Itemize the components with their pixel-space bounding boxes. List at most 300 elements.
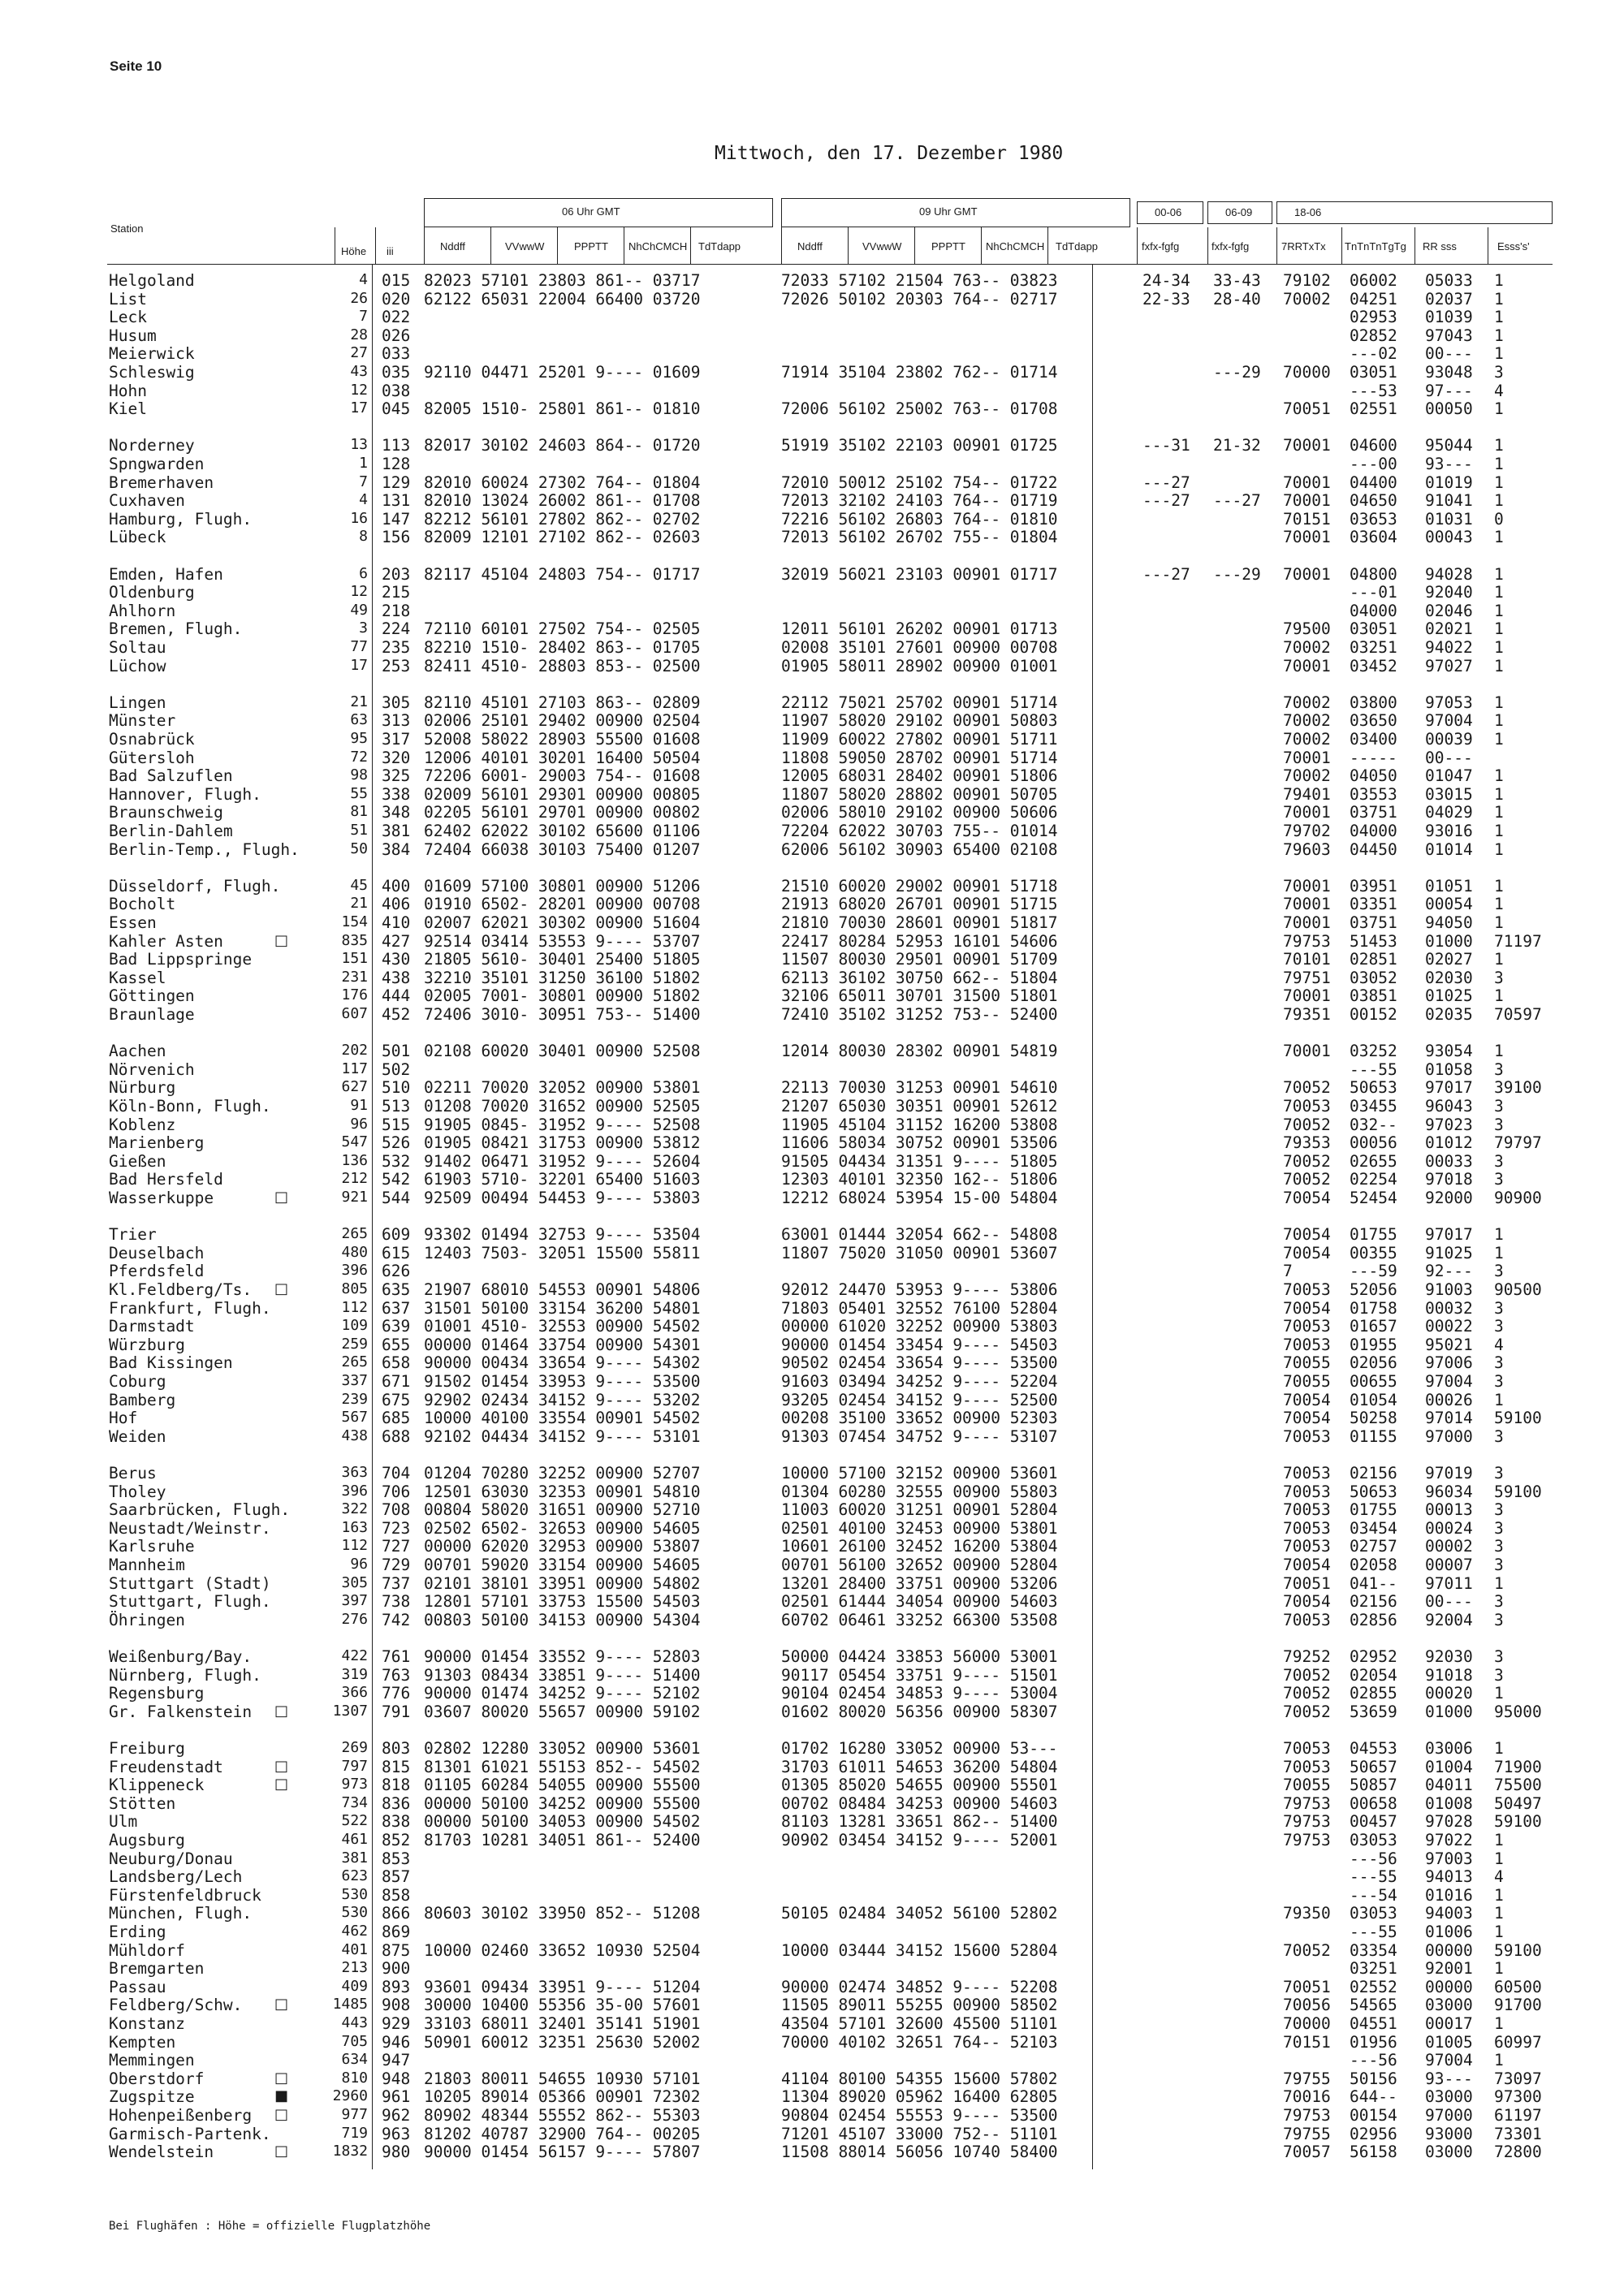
temp-18-06: 70053 [1283, 1537, 1331, 1556]
temp-18-06: 70054 [1283, 1409, 1331, 1428]
precip-group: 01014 [1425, 839, 1473, 859]
precip-group: 94050 [1425, 913, 1473, 932]
precip-group: 91018 [1425, 1665, 1473, 1685]
header-sep [1276, 227, 1277, 265]
station-id: 406 [382, 895, 411, 914]
station-id: 015 [382, 271, 411, 290]
station-name: Braunschweig [109, 803, 223, 822]
temp-18-06: 70052 [1283, 1702, 1331, 1721]
header-sub9-tdtd: TdTdapp [1056, 240, 1099, 252]
snow-group: 1 [1494, 1885, 1504, 1905]
precip-group: 94028 [1425, 564, 1473, 584]
temp-min-group: ---56 [1350, 1849, 1397, 1868]
precip-group: 00050 [1425, 399, 1473, 419]
station-height: 3 [359, 619, 368, 637]
snow-group: 1 [1494, 528, 1504, 547]
station-name: Kiel [109, 399, 147, 419]
obs-09-gmt: 91303 07454 34752 9---- 53107 [781, 1426, 1058, 1446]
mountain-marker: □ [274, 2143, 289, 2160]
station-height: 977 [341, 2106, 368, 2123]
station-height: 705 [341, 2032, 368, 2050]
temp-min-group: 03052 [1350, 968, 1397, 987]
temp-18-06: 70055 [1283, 1353, 1331, 1373]
temp-18-06: 79755 [1283, 2069, 1331, 2088]
obs-06-gmt: 02108 60020 30401 00900 52508 [424, 1042, 701, 1061]
obs-06-gmt: 10205 89014 05366 00901 72302 [424, 2087, 701, 2107]
temp-18-06: 70001 [1283, 895, 1331, 914]
obs-06-gmt: 72206 6001- 29003 754-- 01608 [424, 766, 701, 786]
station-height: 259 [341, 1335, 368, 1353]
obs-06-gmt: 12403 7503- 32051 15500 55811 [424, 1243, 701, 1262]
temp-18-06: 70051 [1283, 1573, 1331, 1593]
footnote: Bei Flughäfen : Höhe = offizielle Flugplatzhöhe [109, 2220, 431, 2233]
station-id: 857 [382, 1867, 411, 1887]
snow-group: 3 [1494, 1262, 1504, 1281]
station-height: 805 [341, 1280, 368, 1297]
station-height: 8 [359, 528, 368, 546]
obs-09-gmt: 62113 36102 30750 662-- 51804 [781, 968, 1058, 987]
station-name: Neustadt/Weinstr. [109, 1518, 271, 1538]
station-id: 858 [382, 1885, 411, 1905]
obs-09-gmt: 11807 75020 31050 00901 53607 [781, 1243, 1058, 1262]
snow-group: 72800 [1494, 2143, 1542, 2162]
obs-06-gmt: 30000 10400 55356 35-00 57601 [424, 1996, 701, 2015]
snow-group: 1 [1494, 822, 1504, 840]
station-height: 202 [341, 1042, 368, 1060]
wind-06-09: 21-32 [1213, 436, 1261, 455]
obs-06-gmt: 10000 02460 33652 10930 52504 [424, 1940, 701, 1960]
wind-06-09: 28-40 [1213, 289, 1261, 309]
precip-group: 03000 [1425, 1996, 1473, 2015]
precip-group: 00--- [1425, 748, 1473, 767]
snow-group: 1 [1494, 308, 1504, 327]
temp-min-group: 56158 [1350, 2143, 1397, 2162]
snow-group: 1 [1494, 491, 1504, 511]
station-height: 627 [341, 1078, 368, 1096]
station-name: Helgoland [109, 271, 195, 290]
precip-group: 01008 [1425, 1793, 1473, 1813]
temp-min-group: 01155 [1350, 1426, 1397, 1446]
temp-min-group: 03653 [1350, 509, 1397, 529]
snow-group: 4 [1494, 1867, 1504, 1887]
station-id: 685 [382, 1409, 411, 1428]
temp-min-group: 50653 [1350, 1078, 1397, 1098]
station-name: Göttingen [109, 986, 195, 1006]
station-height: 397 [341, 1592, 368, 1610]
temp-min-group: 50156 [1350, 2069, 1397, 2088]
temp-min-group: 03553 [1350, 784, 1397, 804]
temp-min-group: 644-- [1350, 2087, 1397, 2107]
temp-18-06: 70016 [1283, 2087, 1331, 2107]
temp-min-group: 02852 [1350, 326, 1397, 345]
temp-min-group: 02156 [1350, 1592, 1397, 1612]
obs-09-gmt: 11507 80030 29501 00901 51709 [781, 950, 1058, 969]
station-id: 706 [382, 1482, 411, 1501]
header-sep [424, 227, 425, 265]
obs-09-gmt: 12005 68031 28402 00901 51806 [781, 766, 1058, 786]
header-sep [981, 227, 982, 265]
snow-group: 1 [1494, 583, 1504, 602]
station-name: Bamberg [109, 1390, 176, 1409]
header-sep [375, 227, 376, 265]
temp-18-06: 70053 [1283, 1518, 1331, 1538]
station-name: Nürnberg, Flugh. [109, 1665, 261, 1685]
snow-group: 3 [1494, 1665, 1504, 1685]
obs-09-gmt: 11606 58034 30752 00901 53506 [781, 1133, 1058, 1153]
obs-06-gmt: 31501 50100 33154 36200 54801 [424, 1298, 701, 1318]
header-sub6-pppt: PPPTT [574, 240, 608, 252]
station-id: 526 [382, 1133, 411, 1153]
station-height: 401 [341, 1940, 368, 1958]
snow-group: 3 [1494, 1151, 1504, 1171]
temp-18-06: 70052 [1283, 1115, 1331, 1134]
temp-min-group: 01657 [1350, 1317, 1397, 1336]
temp-min-group: 02552 [1350, 1977, 1397, 1996]
header-sep [781, 227, 782, 265]
station-id: 875 [382, 1940, 411, 1960]
obs-06-gmt: 52008 58022 28903 55500 01608 [424, 730, 701, 749]
temp-min-group: 03751 [1350, 803, 1397, 822]
snow-group: 1 [1494, 876, 1504, 896]
header-sub9-nhch: NhChCMCH [986, 240, 1045, 252]
obs-09-gmt: 11907 58020 29102 00901 50803 [781, 711, 1058, 731]
snow-group: 3 [1494, 1097, 1504, 1116]
precip-group: 01005 [1425, 2032, 1473, 2052]
precip-group: 00--- [1425, 344, 1473, 364]
temp-18-06: 70051 [1283, 399, 1331, 419]
station-name: Weiden [109, 1426, 166, 1446]
obs-06-gmt: 02802 12280 33052 00900 53601 [424, 1739, 701, 1758]
temp-18-06: 70001 [1283, 656, 1331, 675]
snow-group: 1 [1494, 1831, 1504, 1849]
temp-min-group: 02156 [1350, 1464, 1397, 1482]
station-name: Bad Lippspringe [109, 950, 253, 969]
precip-group: 01039 [1425, 308, 1473, 327]
precip-group: 01016 [1425, 1885, 1473, 1905]
precip-group: 01047 [1425, 766, 1473, 786]
obs-06-gmt: 82210 1510- 28402 863-- 01705 [424, 638, 701, 657]
wind-06-09: 33-43 [1213, 271, 1261, 290]
temp-18-06: 70052 [1283, 1940, 1331, 1960]
obs-06-gmt: 82010 60024 27302 764-- 01804 [424, 473, 701, 492]
obs-09-gmt: 02008 35101 27601 00900 00708 [781, 638, 1058, 657]
temp-18-06: 70057 [1283, 2143, 1331, 2162]
station-height: 265 [341, 1353, 368, 1371]
station-height: 163 [341, 1518, 368, 1536]
precip-group: 00054 [1425, 895, 1473, 914]
station-height: 7 [359, 473, 368, 490]
obs-09-gmt: 43504 57101 32600 45500 51101 [781, 2014, 1058, 2033]
station-name: Saarbrücken, Flugh. [109, 1500, 291, 1520]
obs-06-gmt: 21803 80011 54655 10930 57101 [424, 2069, 701, 2088]
temp-18-06: 70052 [1283, 1078, 1331, 1098]
snow-group: 71900 [1494, 1757, 1542, 1776]
obs-09-gmt: 11808 59050 28702 00901 51714 [781, 748, 1058, 767]
precip-group: 00043 [1425, 528, 1473, 547]
station-height: 1832 [332, 2143, 368, 2160]
station-height: 112 [341, 1537, 368, 1555]
snow-group: 3 [1494, 968, 1504, 987]
obs-06-gmt: 82212 56101 27802 862-- 02702 [424, 509, 701, 529]
station-name: Bremgarten [109, 1959, 205, 1979]
station-name: Essen [109, 913, 157, 932]
station-id: 737 [382, 1573, 411, 1593]
station-height: 26 [350, 289, 368, 307]
station-id: 900 [382, 1959, 411, 1979]
station-height: 438 [341, 1426, 368, 1444]
station-id: 742 [382, 1610, 411, 1629]
station-id: 542 [382, 1170, 411, 1189]
station-id: 729 [382, 1556, 411, 1574]
station-id: 704 [382, 1464, 411, 1482]
snow-group: 3 [1494, 1170, 1504, 1189]
obs-09-gmt: 01602 80020 56356 00900 58307 [781, 1702, 1058, 1721]
station-id: 776 [382, 1684, 411, 1703]
station-id: 852 [382, 1831, 411, 1849]
obs-09-gmt: 01304 60280 32555 00900 55803 [781, 1482, 1058, 1501]
station-name: Oberstdorf [109, 2069, 205, 2088]
obs-09-gmt: 11304 89020 05962 16400 62805 [781, 2087, 1058, 2107]
snow-group: 4 [1494, 381, 1504, 400]
precip-group: 96034 [1425, 1482, 1473, 1501]
temp-min-group: 03354 [1350, 1940, 1397, 1960]
station-name: Bad Kissingen [109, 1353, 233, 1373]
station-height: 366 [341, 1684, 368, 1702]
station-height: 27 [350, 344, 368, 362]
obs-09-gmt: 10000 57100 32152 00900 53601 [781, 1464, 1058, 1482]
temp-min-group: 50653 [1350, 1482, 1397, 1501]
obs-09-gmt: 63001 01444 32054 662-- 54808 [781, 1225, 1058, 1245]
snow-group: 1 [1494, 564, 1504, 584]
snow-group: 1 [1494, 436, 1504, 455]
header-c4sub: TnTnTnTgTg [1345, 240, 1406, 252]
snow-group: 1 [1494, 693, 1504, 712]
snow-group: 1 [1494, 1243, 1504, 1262]
temp-18-06: 70001 [1283, 876, 1331, 896]
precip-group: 00032 [1425, 1298, 1473, 1318]
station-id: 948 [382, 2069, 411, 2088]
obs-06-gmt: 00000 50100 34252 00900 55500 [424, 1793, 701, 1813]
obs-06-gmt: 01204 70280 32252 00900 52707 [424, 1464, 701, 1482]
temp-18-06: 79603 [1283, 839, 1331, 859]
station-id: 452 [382, 1005, 411, 1024]
temp-min-group: ---55 [1350, 1867, 1397, 1887]
station-name: Braunlage [109, 1005, 195, 1024]
temp-min-group: 04553 [1350, 1739, 1397, 1758]
obs-09-gmt: 13201 28400 33751 00900 53206 [781, 1573, 1058, 1593]
station-id: 866 [382, 1904, 411, 1923]
obs-09-gmt: 72410 35102 31252 753-- 52400 [781, 1005, 1058, 1024]
precip-group: 04029 [1425, 803, 1473, 822]
station-height: 91 [350, 1097, 368, 1114]
snow-group: 1 [1494, 2014, 1504, 2033]
station-id: 033 [382, 344, 411, 364]
precip-group: 96043 [1425, 1097, 1473, 1116]
obs-09-gmt: 72216 56102 26803 764-- 01810 [781, 509, 1058, 529]
temp-18-06: 70053 [1283, 1464, 1331, 1482]
station-height: 7 [359, 308, 368, 326]
temp-18-06: 70001 [1283, 436, 1331, 455]
temp-min-group: ---01 [1350, 583, 1397, 602]
temp-min-group: 04800 [1350, 564, 1397, 584]
precip-group: 03015 [1425, 784, 1473, 804]
snow-group: 1 [1494, 1225, 1504, 1245]
obs-06-gmt: 82009 12101 27102 862-- 02603 [424, 528, 701, 547]
obs-06-gmt: 02007 62021 30302 00900 51604 [424, 913, 701, 932]
obs-06-gmt: 82005 1510- 25801 861-- 01810 [424, 399, 701, 419]
snow-group: 1 [1494, 473, 1504, 492]
station-id: 410 [382, 913, 411, 932]
precip-group: 92040 [1425, 583, 1473, 602]
header-r1sub: fxfx-fgfg [1142, 240, 1180, 252]
station-name: Düsseldorf, Flugh. [109, 876, 281, 896]
station-id: 723 [382, 1518, 411, 1538]
station-height: 63 [350, 711, 368, 729]
station-height: 77 [350, 638, 368, 655]
precip-group: 00017 [1425, 2014, 1473, 2033]
snow-group: 60500 [1494, 1977, 1542, 1996]
station-height: 305 [341, 1573, 368, 1591]
snow-group: 1 [1494, 730, 1504, 749]
obs-09-gmt: 72033 57102 21504 763-- 03823 [781, 271, 1058, 290]
mountain-marker: □ [274, 931, 289, 949]
temp-18-06: 70053 [1283, 1335, 1331, 1354]
obs-09-gmt: 51919 35102 22103 00901 01725 [781, 436, 1058, 455]
obs-06-gmt: 02101 38101 33951 00900 54802 [424, 1573, 701, 1593]
station-id: 609 [382, 1225, 411, 1245]
precip-group: 97003 [1425, 1849, 1473, 1868]
temp-18-06: 70051 [1283, 1977, 1331, 1996]
station-name: Hamburg, Flugh. [109, 509, 253, 529]
header-sub6-tdtd: TdTdapp [698, 240, 741, 252]
precip-group: 94022 [1425, 638, 1473, 657]
obs-06-gmt: 01105 60284 54055 00900 55500 [424, 1776, 701, 1795]
header-sub9-pppt: PPPTT [931, 240, 965, 252]
mountain-marker: □ [274, 1996, 289, 2013]
station-height: 480 [341, 1243, 368, 1261]
snow-group: 39100 [1494, 1078, 1542, 1098]
obs-09-gmt: 22112 75021 25702 00901 51714 [781, 693, 1058, 712]
station-id: 761 [382, 1647, 411, 1666]
obs-06-gmt: 02211 70020 32052 00900 53801 [424, 1078, 701, 1098]
precip-group: 97017 [1425, 1078, 1473, 1098]
station-name: Hohenpeißenberg [109, 2106, 253, 2125]
station-name: Koblenz [109, 1115, 176, 1134]
obs-09-gmt: 81103 13281 33651 862-- 51400 [781, 1812, 1058, 1832]
temp-18-06: 70002 [1283, 638, 1331, 657]
snow-group: 3 [1494, 1060, 1504, 1079]
station-name: Kempten [109, 2032, 176, 2052]
temp-18-06: 70054 [1283, 1189, 1331, 1207]
station-id: 658 [382, 1353, 411, 1373]
station-name: Erding [109, 1923, 166, 1941]
temp-18-06: 70001 [1283, 1042, 1331, 1061]
snow-group: 75500 [1494, 1776, 1542, 1795]
station-id: 708 [382, 1500, 411, 1520]
station-height: 136 [341, 1151, 368, 1169]
station-id: 510 [382, 1078, 411, 1098]
temp-min-group: 03800 [1350, 693, 1397, 712]
temp-18-06: 79401 [1283, 784, 1331, 804]
wind-00-06: ---27 [1142, 491, 1190, 511]
station-id: 655 [382, 1335, 411, 1354]
temp-18-06: 70053 [1283, 1317, 1331, 1336]
mountain-marker: □ [274, 2106, 289, 2123]
station-id: 381 [382, 822, 411, 840]
obs-09-gmt: 32106 65011 30701 31500 51801 [781, 986, 1058, 1006]
station-name: Gr. Falkenstein [109, 1702, 253, 1721]
snow-group: 97300 [1494, 2087, 1542, 2107]
header-r2sub: fxfx-fgfg [1212, 240, 1250, 252]
obs-06-gmt: 01208 70020 31652 00900 52505 [424, 1097, 701, 1116]
wind-00-06: ---27 [1142, 473, 1190, 492]
snow-group: 79797 [1494, 1133, 1542, 1153]
temp-min-group: 02254 [1350, 1170, 1397, 1189]
snow-group: 3 [1494, 1372, 1504, 1391]
temp-min-group: 00056 [1350, 1133, 1397, 1153]
temp-min-group: 03351 [1350, 895, 1397, 914]
station-name: Landsberg/Lech [109, 1867, 243, 1887]
page-number: Seite 10 [110, 58, 162, 74]
temp-18-06: 70001 [1283, 748, 1331, 767]
station-height: 96 [350, 1115, 368, 1133]
station-height: 567 [341, 1409, 368, 1426]
obs-06-gmt: 92102 04434 34152 9---- 53101 [424, 1426, 701, 1446]
temp-min-group: 52454 [1350, 1189, 1397, 1207]
temp-min-group: 03751 [1350, 913, 1397, 932]
mountain-marker: ■ [274, 2087, 289, 2105]
station-height: 835 [341, 931, 368, 949]
station-id: 113 [382, 436, 411, 455]
obs-06-gmt: 10000 40100 33554 00901 54502 [424, 1409, 701, 1428]
precip-group: 00033 [1425, 1151, 1473, 1171]
temp-min-group: 03454 [1350, 1518, 1397, 1538]
station-height: 462 [341, 1923, 368, 1940]
station-id: 147 [382, 509, 411, 529]
snow-group: 1 [1494, 619, 1504, 639]
temp-18-06: 79102 [1283, 271, 1331, 290]
temp-min-group: 03455 [1350, 1097, 1397, 1116]
obs-09-gmt: 21913 68020 26701 00901 51715 [781, 895, 1058, 914]
precip-group: 05033 [1425, 271, 1473, 290]
temp-min-group: 02855 [1350, 1684, 1397, 1703]
precip-group: 00020 [1425, 1684, 1473, 1703]
temp-min-group: 01755 [1350, 1500, 1397, 1520]
temp-18-06: 70151 [1283, 509, 1331, 529]
obs-09-gmt: 00701 56100 32652 00900 52804 [781, 1556, 1058, 1574]
temp-min-group: 04000 [1350, 601, 1397, 620]
mountain-marker: □ [274, 1757, 289, 1775]
snow-group: 60997 [1494, 2032, 1542, 2052]
station-id: 203 [382, 564, 411, 584]
precip-group: 92000 [1425, 1189, 1473, 1207]
station-name: Emden, Hafen [109, 564, 223, 584]
precip-group: 95021 [1425, 1335, 1473, 1354]
temp-min-group: 04000 [1350, 822, 1397, 840]
temp-18-06: 79753 [1283, 1793, 1331, 1813]
obs-09-gmt: 01905 58011 28902 00900 01001 [781, 656, 1058, 675]
precip-group: 94003 [1425, 1904, 1473, 1923]
station-name: Kl.Feldberg/Ts. [109, 1280, 253, 1299]
station-height: 117 [341, 1060, 368, 1077]
wind-00-06: 22-33 [1142, 289, 1190, 309]
temp-min-group: 03400 [1350, 730, 1397, 749]
mountain-marker: □ [274, 1280, 289, 1297]
station-name: Neuburg/Donau [109, 1849, 233, 1868]
snow-group: 1 [1494, 986, 1504, 1006]
snow-group: 59100 [1494, 1812, 1542, 1832]
snow-group: 59100 [1494, 1482, 1542, 1501]
